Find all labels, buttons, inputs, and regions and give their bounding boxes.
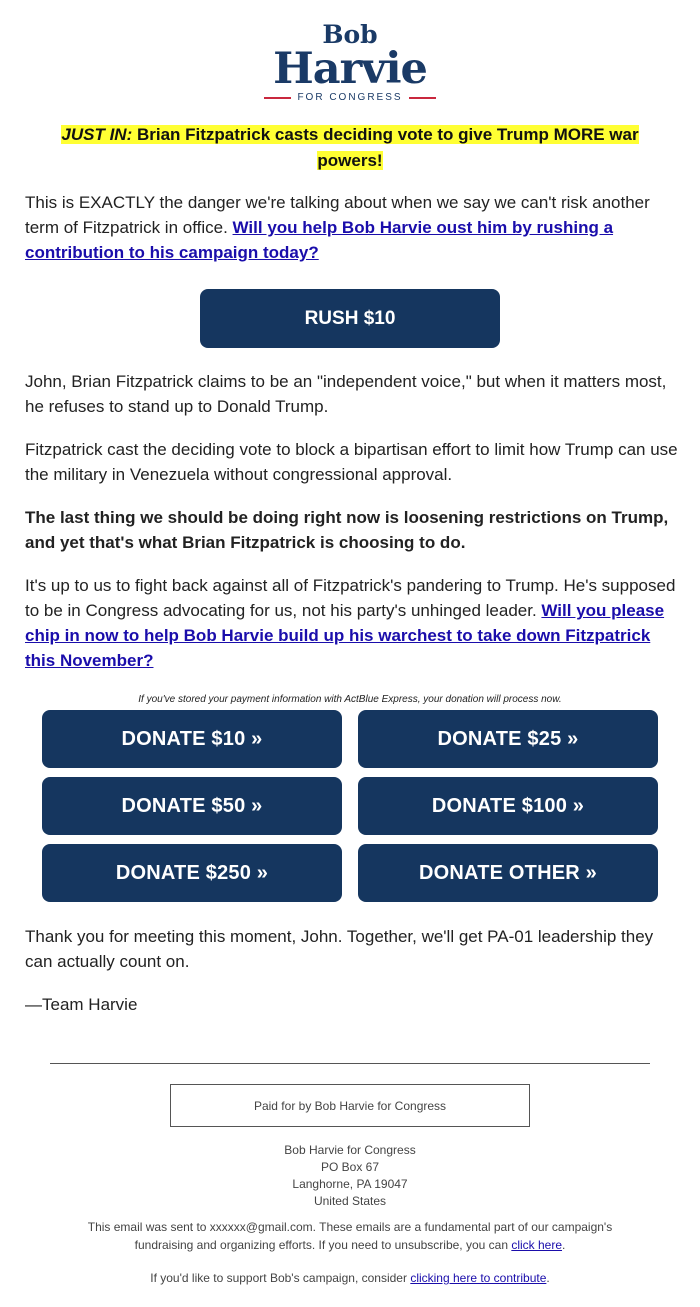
donate-25-button[interactable]: DONATE $25 » (358, 710, 658, 768)
unsubscribe-link[interactable]: click here (511, 1238, 563, 1252)
address-line-1: Bob Harvie for Congress (284, 1143, 416, 1157)
donate-50-button[interactable]: DONATE $50 » (42, 777, 342, 835)
footer-divider (50, 1063, 650, 1064)
paragraph-1-text: This is EXACTLY the danger we're talking about when we say we can't risk another term of Fitzpatrick in office. (25, 193, 650, 237)
paid-for-text: Paid for by Bob Harvie for Congress (253, 1098, 447, 1113)
support-notice (60, 1269, 640, 1287)
paragraph-6: Thank you for meeting this moment, John. Together, we'll get PA-01 leadership they can actually count on. (25, 927, 654, 971)
paragraph-1 (25, 190, 680, 265)
headline-text: Brian Fitzpatrick casts deciding vote to give Trump MORE war powers! (132, 125, 639, 170)
paragraph-5 (25, 573, 680, 673)
address-line-4: United States (313, 1194, 387, 1208)
sent-to-end: . (562, 1238, 566, 1252)
unsubscribe-notice (60, 1218, 640, 1254)
paragraph-5-text: It's up to us to fight back against all of Fitzpatrick's pandering to Trump. He's supposed to be in Congress advocating for us, not his party's unhinged leader. (25, 576, 676, 620)
donate-100-button[interactable]: DONATE $100 » (358, 777, 658, 835)
sent-to-text: This email was sent to xxxxxx@gmail.com. These emails are a fundamental part of our campaign's fundraising and organizing efforts. If you need to unsubscribe, you can (87, 1220, 613, 1252)
logo-first-name: Bob (322, 20, 378, 49)
address-line-3: Langhorne, PA 19047 (292, 1177, 408, 1191)
headline-highlight (61, 125, 638, 170)
logo-rule-left (264, 97, 291, 99)
support-contribute-link[interactable]: clicking here to contribute (410, 1271, 547, 1285)
address-line-2: PO Box 67 (320, 1160, 380, 1174)
signoff: —Team Harvie (25, 995, 138, 1014)
actblue-express-note: If you've stored your payment information with ActBlue Express, your donation will process now. (138, 694, 562, 705)
rush-10-button[interactable]: RUSH $10 (200, 289, 500, 348)
paid-for-disclaimer (170, 1084, 530, 1127)
contribution-link-2[interactable]: Will you please chip in now to help Bob Harvie build up his warchest to take down Fitzpatrick this November? (25, 601, 665, 670)
donate-other-button[interactable]: DONATE OTHER » (358, 844, 658, 902)
headline-lead: JUST IN: (61, 125, 133, 144)
paragraph-2: John, Brian Fitzpatrick claims to be an "independent voice," but when it matters most, he refuses to stand up to Donald Trump. (25, 372, 667, 416)
logo-rule-right (409, 97, 436, 99)
support-text: If you'd like to support Bob's campaign, consider (150, 1271, 411, 1285)
donate-10-button[interactable]: DONATE $10 » (42, 710, 342, 768)
donate-250-button[interactable]: DONATE $250 » (42, 844, 342, 902)
headline (40, 122, 660, 174)
logo-tagline: FOR CONGRESS (297, 92, 403, 103)
contribution-link-1[interactable]: Will you help Bob Harvie oust him by rushing a contribution to his campaign today? (25, 218, 614, 262)
campaign-logo (0, 22, 700, 104)
paragraph-4: The last thing we should be doing right now is loosening restrictions on Trump, and yet that's what Brian Fitzpatrick is choosing to do. (25, 508, 669, 552)
support-end: . (546, 1271, 550, 1285)
logo-last-name: Harvie (273, 44, 427, 94)
mailing-address (0, 1142, 700, 1210)
paragraph-3: Fitzpatrick cast the deciding vote to block a bipartisan effort to limit how Trump can use the military in Venezuela without congressional approval. (25, 440, 678, 484)
